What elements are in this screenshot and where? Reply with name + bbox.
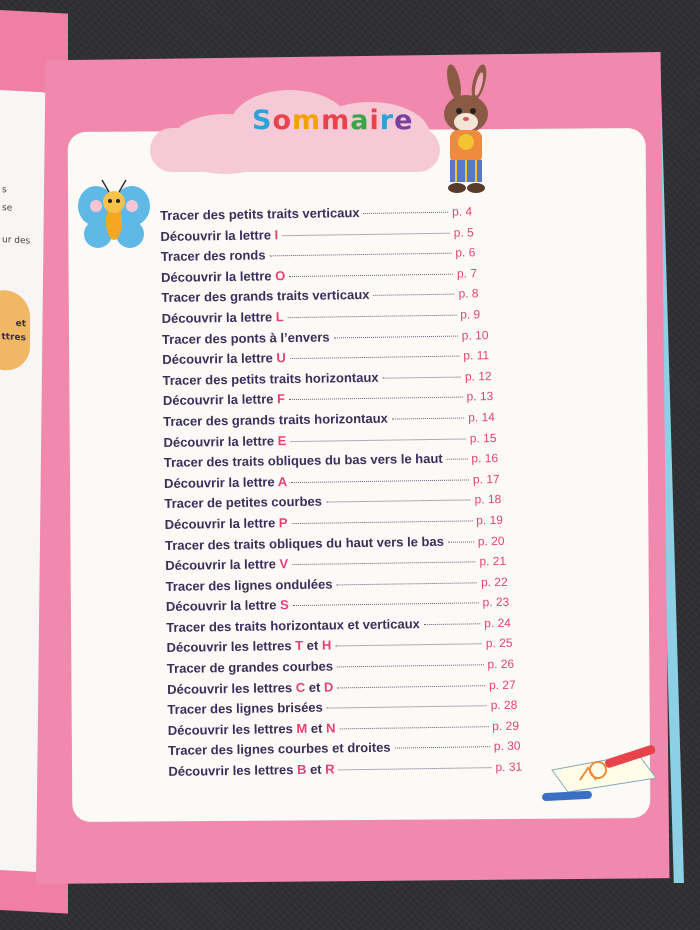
toc-text: Tracer des lignes courbes et droites	[167, 740, 391, 759]
dot-leader	[392, 417, 464, 419]
toc-text: Découvrir les lettres	[166, 638, 296, 656]
toc-page-number: p. 16	[471, 451, 499, 466]
toc-text: Découvrir la lettre	[165, 597, 281, 615]
toc-entry-title	[162, 307, 284, 329]
toc-text: Tracer de petites courbes	[164, 493, 323, 512]
dot-leader	[337, 582, 477, 585]
toc-page-number: p. 12	[464, 368, 492, 384]
toc-text: Tracer des ponts à l’envers	[161, 329, 330, 347]
title-letter: i	[369, 105, 380, 136]
toc-letter-highlight: R	[325, 761, 335, 777]
toc-entry-title	[163, 431, 286, 453]
dot-leader	[364, 212, 449, 214]
toc-page-number: p. 20	[477, 533, 505, 548]
toc-letter-highlight: U	[276, 350, 286, 366]
toc-entry-title	[167, 698, 323, 721]
dot-leader	[270, 253, 452, 257]
dot-leader	[292, 561, 475, 565]
toc-page-number: p. 17	[472, 471, 500, 487]
toc-page-number: p. 19	[476, 512, 504, 528]
toc-entry-title	[168, 718, 336, 741]
crayon-drawing-icon	[538, 740, 663, 804]
left-fragment: se	[2, 203, 13, 214]
dot-leader	[424, 623, 480, 625]
toc-letter-highlight: T	[295, 638, 304, 654]
toc-page-number: p. 27	[488, 677, 516, 692]
toc-page-number: p. 10	[461, 327, 489, 343]
toc-entry-title	[166, 636, 331, 659]
toc-page-number: p. 7	[456, 266, 478, 281]
toc-letter-highlight: N	[325, 720, 336, 736]
butterfly-icon	[76, 176, 152, 256]
dot-leader	[282, 232, 450, 235]
toc-letter-highlight: M	[296, 720, 308, 736]
toc-text: Tracer des petits traits verticaux	[160, 205, 360, 223]
toc-page-number: p. 15	[469, 430, 497, 445]
toc-entry-title	[165, 531, 444, 556]
title-letter: r	[379, 105, 395, 136]
toc-page-number: p. 24	[484, 615, 512, 631]
dot-leader	[337, 685, 485, 688]
toc-page-number: p. 6	[455, 245, 476, 260]
toc-entry-title	[163, 409, 388, 433]
toc-letter-highlight: L	[275, 309, 284, 325]
dot-leader	[447, 459, 468, 460]
toc-letter-highlight: V	[279, 556, 289, 572]
toc-entry-title	[166, 595, 289, 617]
title-letter: m	[292, 105, 322, 136]
toc-text: Découvrir la lettre	[160, 268, 276, 285]
toc-text: Découvrir la lettre	[162, 350, 277, 368]
toc-text: Tracer des ronds	[160, 247, 266, 265]
toc-entry-title	[165, 574, 332, 597]
toc-page-number: p. 26	[487, 656, 515, 672]
title-letter: e	[394, 105, 414, 136]
dot-leader	[289, 273, 453, 276]
toc-text: et	[307, 720, 327, 736]
toc-page-number: p. 4	[452, 204, 473, 219]
toc-text: Découvrir la lettre	[162, 391, 278, 409]
toc-text: Tracer de grandes courbes	[166, 658, 334, 677]
dot-leader	[288, 315, 456, 318]
toc-text: Découvrir la lettre	[164, 474, 278, 491]
toc-page-number: p. 5	[453, 224, 474, 240]
toc-page-number: p. 31	[495, 759, 523, 775]
toc-letter-highlight: O	[275, 267, 286, 284]
toc-entry-title	[162, 368, 378, 392]
dot-leader	[373, 294, 454, 296]
toc-page-number: p. 9	[460, 307, 481, 322]
toc-letter-highlight: A	[277, 473, 288, 490]
dot-leader	[335, 644, 482, 647]
toc-entry-title	[165, 513, 288, 535]
left-fragment: ur des	[2, 235, 31, 247]
toc-page-number: p. 25	[485, 636, 513, 651]
toc-text: Découvrir les lettres	[167, 720, 297, 738]
bunny-icon	[432, 64, 502, 199]
toc-page-number: p. 22	[480, 574, 508, 589]
toc-entry-title	[163, 390, 285, 412]
toc-page-number: p. 23	[482, 595, 510, 610]
toc-letter-highlight: D	[323, 679, 334, 695]
toc-text: Tracer des traits obliques du bas vers le haut	[163, 450, 443, 471]
dot-leader	[339, 726, 488, 729]
dot-leader	[383, 376, 461, 378]
dot-leader	[334, 335, 458, 338]
toc-letter-highlight: S	[279, 597, 289, 613]
dot-leader	[395, 747, 490, 749]
toc-letter-highlight: B	[296, 761, 307, 778]
page-title	[252, 105, 413, 136]
toc-text: Tracer des petits traits horizontaux	[162, 369, 379, 388]
toc-letter-highlight: F	[276, 391, 286, 407]
toc-text: Découvrir la lettre	[160, 226, 275, 244]
toc-page-number: p. 13	[466, 389, 494, 404]
toc-text: Tracer des grands traits verticaux	[161, 287, 370, 306]
toc-text: Tracer des traits obliques du haut vers le bas	[164, 533, 445, 553]
toc-text: Découvrir la lettre	[165, 556, 280, 574]
toc-text: et	[306, 761, 326, 777]
toc-text: Découvrir les lettres	[168, 762, 298, 779]
toc-text: Tracer des traits horizontaux et verticaux	[166, 616, 420, 635]
toc-page-number: p. 21	[479, 553, 507, 569]
dot-leader	[289, 397, 463, 401]
toc-entry-title	[167, 657, 333, 680]
dot-leader	[290, 438, 465, 442]
toc-text: Tracer des lignes brisées	[167, 699, 323, 718]
toc-letter-highlight: I	[274, 226, 279, 242]
toc-text: et	[303, 638, 323, 654]
toc-letter-highlight: E	[277, 432, 287, 448]
toc-entry-title	[160, 203, 360, 227]
toc-page-number: p. 30	[493, 739, 521, 754]
toc-text: Tracer des lignes ondulées	[165, 576, 333, 594]
toc-letter-highlight: P	[278, 515, 288, 531]
toc-page-number: p. 8	[458, 286, 479, 301]
left-fragment: s	[2, 185, 7, 196]
toc-entry-title	[167, 677, 333, 700]
toc-text: et	[305, 679, 325, 695]
dot-leader	[326, 500, 471, 503]
toc-entry-title	[168, 738, 391, 762]
toc-text: Tracer des grands traits horizontaux	[163, 410, 388, 429]
table-of-contents	[160, 200, 549, 782]
dot-leader	[290, 356, 460, 360]
dot-leader	[337, 664, 483, 667]
toc-entry-title	[166, 614, 420, 638]
toc-page-number: p. 28	[490, 698, 518, 713]
toc-letter-highlight: C	[295, 679, 306, 695]
toc-page-number: p. 11	[463, 348, 490, 363]
toc-entry-title	[161, 246, 266, 268]
dot-leader	[293, 603, 479, 607]
title-letter: S	[252, 105, 273, 136]
dot-leader	[339, 767, 492, 770]
toc-text: Découvrir la lettre	[164, 515, 279, 532]
left-orange-badge	[0, 289, 30, 372]
toc-entry-title	[161, 285, 369, 309]
toc-entry-title	[164, 449, 443, 474]
left-badge-text: et	[15, 318, 26, 330]
toc-text: Découvrir la lettre	[161, 309, 276, 326]
dot-leader	[291, 479, 469, 483]
left-badge-text: ttres	[1, 332, 26, 344]
toc-entry-title	[164, 492, 322, 515]
dot-leader	[292, 520, 473, 524]
toc-letter-highlight: H	[321, 637, 332, 654]
toc-page-number: p. 14	[468, 409, 495, 425]
toc-entry-title	[165, 554, 288, 576]
title-letter: m	[321, 105, 351, 136]
toc-entry-title	[162, 327, 330, 350]
toc-entry-title	[162, 348, 286, 370]
toc-entry-title	[164, 472, 287, 494]
dot-leader	[327, 705, 487, 708]
toc-text: Découvrir la lettre	[163, 432, 278, 450]
toc-entry-title	[160, 225, 278, 247]
title-letter: a	[350, 105, 370, 136]
toc-entry-title	[168, 760, 334, 783]
dot-leader	[448, 541, 474, 542]
toc-entry-title	[161, 266, 286, 288]
toc-page-number: p. 29	[492, 718, 520, 733]
toc-page-number: p. 18	[474, 492, 502, 507]
toc-text: Découvrir les lettres	[167, 679, 296, 697]
title-letter: o	[272, 105, 293, 136]
